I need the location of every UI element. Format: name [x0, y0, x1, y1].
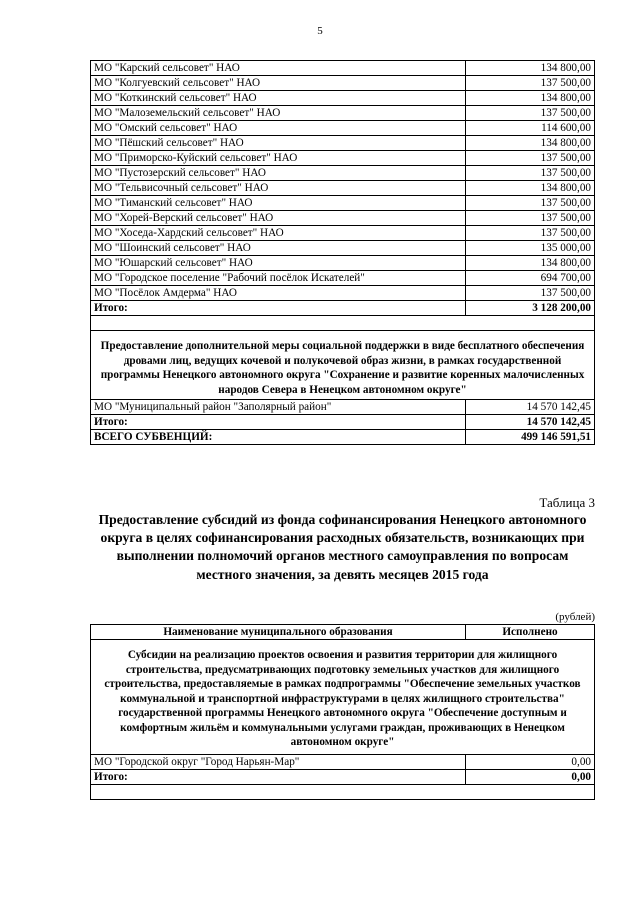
total-value: 3 128 200,00: [466, 301, 595, 316]
row-name: МО "Колгуевский сельсовет" НАО: [91, 76, 466, 91]
row-value: 135 000,00: [466, 241, 595, 256]
subsidies-table: [90, 624, 595, 800]
table-label: Таблица 3: [539, 495, 595, 510]
row-name: МО "Приморско-Куйский сельсовет" НАО: [91, 151, 466, 166]
table-row: [91, 211, 595, 226]
row-value: 134 800,00: [466, 256, 595, 271]
row-name: МО "Пёшский сельсовет" НАО: [91, 136, 466, 151]
row-name: МО "Коткинский сельсовет" НАО: [91, 91, 466, 106]
row-value: 137 500,00: [466, 151, 595, 166]
row-name: МО "Посёлок Амдерма" НАО: [91, 286, 466, 301]
row-value: 137 500,00: [466, 286, 595, 301]
row-name: МО "Шоинский сельсовет" НАО: [91, 241, 466, 256]
row-name: МО "Хоседа-Хардский сельсовет" НАО: [91, 226, 466, 241]
table-row: [91, 400, 595, 415]
row-value: 134 800,00: [466, 136, 595, 151]
table-row: [91, 91, 595, 106]
section-header-row: [91, 331, 595, 400]
units-label: (рублей): [555, 611, 595, 623]
table-row: [91, 181, 595, 196]
row-name: МО "Тельвисочный сельсовет" НАО: [91, 181, 466, 196]
row-value: 137 500,00: [466, 76, 595, 91]
row-name: МО "Омский сельсовет" НАО: [91, 121, 466, 136]
table-row: [91, 226, 595, 241]
table-row: [91, 166, 595, 181]
row-value: 14 570 142,45: [466, 400, 595, 415]
table-row: [91, 196, 595, 211]
total-row: [91, 415, 595, 430]
empty-row: [91, 316, 595, 331]
table-header-row: [91, 625, 595, 640]
row-name: МО "Пустозерский сельсовет" НАО: [91, 166, 466, 181]
column-header-value: Исполнено: [466, 625, 595, 640]
table-row: [91, 121, 595, 136]
row-name: МО "Городское поселение "Рабочий посёлок Искателей": [91, 271, 466, 286]
grand-total-value: 499 146 591,51: [466, 430, 595, 445]
row-value: 134 800,00: [466, 91, 595, 106]
row-value: 134 800,00: [466, 61, 595, 76]
row-name: МО "Карский сельсовет" НАО: [91, 61, 466, 76]
row-value: 134 800,00: [466, 181, 595, 196]
total-row: [91, 769, 595, 784]
row-value: 0,00: [466, 754, 595, 769]
empty-cell: [91, 316, 595, 331]
table-row: [91, 61, 595, 76]
section-header-row: [91, 640, 595, 755]
total-row: [91, 301, 595, 316]
grand-total-row: [91, 430, 595, 445]
row-value: 137 500,00: [466, 211, 595, 226]
row-name: МО "Юшарский сельсовет" НАО: [91, 256, 466, 271]
total-value: 14 570 142,45: [466, 415, 595, 430]
table-row: [91, 256, 595, 271]
row-value: 694 700,00: [466, 271, 595, 286]
row-name: МО "Городской округ "Город Нарьян-Мар": [91, 754, 466, 769]
table-row: [91, 754, 595, 769]
table-row: [91, 286, 595, 301]
total-label: Итого:: [91, 301, 466, 316]
table-row: [91, 76, 595, 91]
column-header-name: Наименование муниципального образования: [91, 625, 466, 640]
section-title: Субсидии на реализацию проектов освоения и развития территории для жилищного строительства, предусматривающих подготовку земельных участков для жилищного строительства, предоставляемые в рамках подпрограммы "Обеспечение земельных участков коммунальной и транспортной инфраструктурами в целях жилищного строительства" государственной программы Ненецкого автономного округа "Обеспечение доступным и комфортным жильём и коммунальными услугами граждан, проживающих в Ненецком автономном округе": [91, 640, 595, 755]
row-name: МО "Хорей-Верский сельсовет" НАО: [91, 211, 466, 226]
total-label: Итого:: [91, 769, 466, 784]
grand-total-label: ВСЕГО СУБВЕНЦИЙ:: [91, 430, 466, 445]
table-row: [91, 271, 595, 286]
table-row: [91, 151, 595, 166]
empty-cell: [91, 784, 595, 799]
table-row: [91, 136, 595, 151]
page-number: 5: [317, 25, 323, 37]
table-row: [91, 106, 595, 121]
total-value: 0,00: [466, 769, 595, 784]
section-title: Предоставление дополнительной меры социальной поддержки в виде бесплатного обеспечения дровами лиц, ведущих кочевой и полукочевой образ жизни, в рамках государственной программы Ненецкого автономного округа "Сохранение и развитие коренных малочисленных народов Севера в Ненецком автономном округе": [91, 331, 595, 400]
total-label: Итого:: [91, 415, 466, 430]
row-value: 137 500,00: [466, 106, 595, 121]
row-value: 137 500,00: [466, 196, 595, 211]
row-value: 137 500,00: [466, 226, 595, 241]
row-value: 114 600,00: [466, 121, 595, 136]
row-value: 137 500,00: [466, 166, 595, 181]
row-name: МО "Тиманский сельсовет" НАО: [91, 196, 466, 211]
row-name: МО "Муниципальный район "Заполярный район": [91, 400, 466, 415]
row-name: МО "Малоземельский сельсовет" НАО: [91, 106, 466, 121]
subventions-table: [90, 60, 595, 445]
table-title: Предоставление субсидий из фонда софинансирования Ненецкого автономного округа в целях софинансирования расходных обязательств, возникающих при выполнении полномочий органов местного самоуправления по вопросам местного значения, за девять месяцев 2015 года: [98, 512, 587, 582]
table-row: [91, 241, 595, 256]
empty-row: [91, 784, 595, 799]
